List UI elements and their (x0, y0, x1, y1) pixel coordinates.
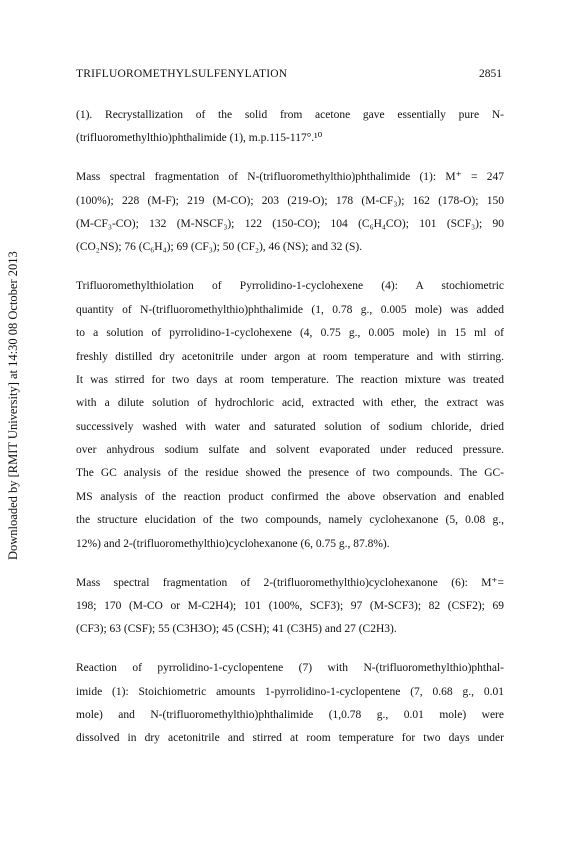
page-number: 2851 (479, 68, 502, 80)
text-line: freshly distilled dry acetonitrile under argon at room temperature and with stirring. (76, 350, 504, 363)
paragraph-cyclopentene-reaction (76, 657, 504, 751)
text-line: with a dilute solution of hydrochloric acid, extracted with ether, the extract was (76, 397, 504, 410)
paragraph-cyclohexene-reaction (76, 275, 504, 556)
paragraph-mass-spec-phthalimide (76, 166, 504, 260)
text-line: (M-CF₃-CO); 132 (M-NSCF₃); 122 (150-CO); 104 (C₆H₄CO); 101 (SCF₃); 90 (76, 218, 504, 231)
text-line: (CF3); 63 (CSF); 55 (C3H3O); 45 (CSH); 41 (C3H5) and 27 (C2H3). (76, 623, 397, 636)
text-line: quantity of N-(trifluoromethylthio)phthalimide (1, 0.78 g., 0.005 mole) was added (76, 303, 504, 316)
text-line: Mass spectral fragmentation of N-(trifluoromethylthio)phthalimide (1): M⁺ = 247 (76, 171, 504, 184)
text-line: dissolved in dry acetonitrile and stirred at room temperature for two days under (76, 732, 504, 745)
text-line: Reaction of pyrrolidino-1-cyclopentene (7) with N-(trifluoromethylthio)phthal- (76, 662, 504, 675)
text-line: Trifluoromethylthiolation of Pyrrolidino-1-cyclohexene (4): A stochiometric (76, 280, 504, 293)
text-line: 12%) and 2-(trifluoromethylthio)cyclohexanone (6, 0.75 g., 87.8%). (76, 537, 390, 550)
download-watermark: Downloaded by [RMIT University] at 14:30 08 October 2013 (6, 251, 20, 560)
text-line: over anhydrous sodium sulfate and solvent evaporated under reduced pressure. (76, 444, 504, 457)
text-line: to a solution of pyrrolidino-1-cyclohexene (4, 0.75 g., 0.005 mole) in 15 ml of (76, 327, 504, 340)
text-line: (100%); 228 (M-F); 219 (M-CO); 203 (219-O); 178 (M-CF₃); 162 (178-O); 150 (76, 194, 504, 207)
text-line: (CO₂NS); 76 (C₆H₄); 69 (CF₃); 50 (CF₂), 46 (NS); and 32 (S). (76, 241, 363, 254)
text-line: (trifluoromethylthio)phthalimide (1), m.p.115-117°.¹⁰ (76, 132, 323, 145)
text-line: mole) and N-(trifluoromethylthio)phthalimide (1,0.78 g., 0.01 mole) were (76, 708, 504, 721)
text-line: The GC analysis of the residue showed the presence of two compounds. The GC- (76, 467, 504, 480)
text-line: MS analysis of the reaction product confirmed the above observation and enabled (76, 490, 504, 503)
text-line: successively washed with water and saturated solution of sodium chloride, dried (76, 420, 504, 433)
paragraph-recrystallization (76, 104, 504, 151)
running-title: TRIFLUOROMETHYLSULFENYLATION (76, 68, 288, 80)
text-line: imide (1): Stoichiometric amounts 1-pyrrolidino-1-cyclopentene (7, 0.68 g., 0.01 (76, 685, 504, 698)
text-line: (1). Recrystallization of the solid from acetone gave essentially pure N- (76, 109, 504, 121)
text-line: 198; 170 (M-CO or M-C2H4); 101 (100%, SCF3); 97 (M-SCF3); 82 (CSF2); 69 (76, 599, 504, 612)
paragraph-mass-spec-cyclohexanone (76, 572, 504, 642)
text-line: the structure elucidation of the two compounds, namely cyclohexanone (5, 0.08 g., (76, 514, 504, 527)
article-body (76, 104, 504, 766)
text-line: Mass spectral fragmentation of 2-(trifluoromethylthio)cyclohexanone (6): M⁺= (76, 576, 504, 589)
text-line: It was stirred for two days at room temperature. The reaction mixture was treated (76, 373, 504, 386)
